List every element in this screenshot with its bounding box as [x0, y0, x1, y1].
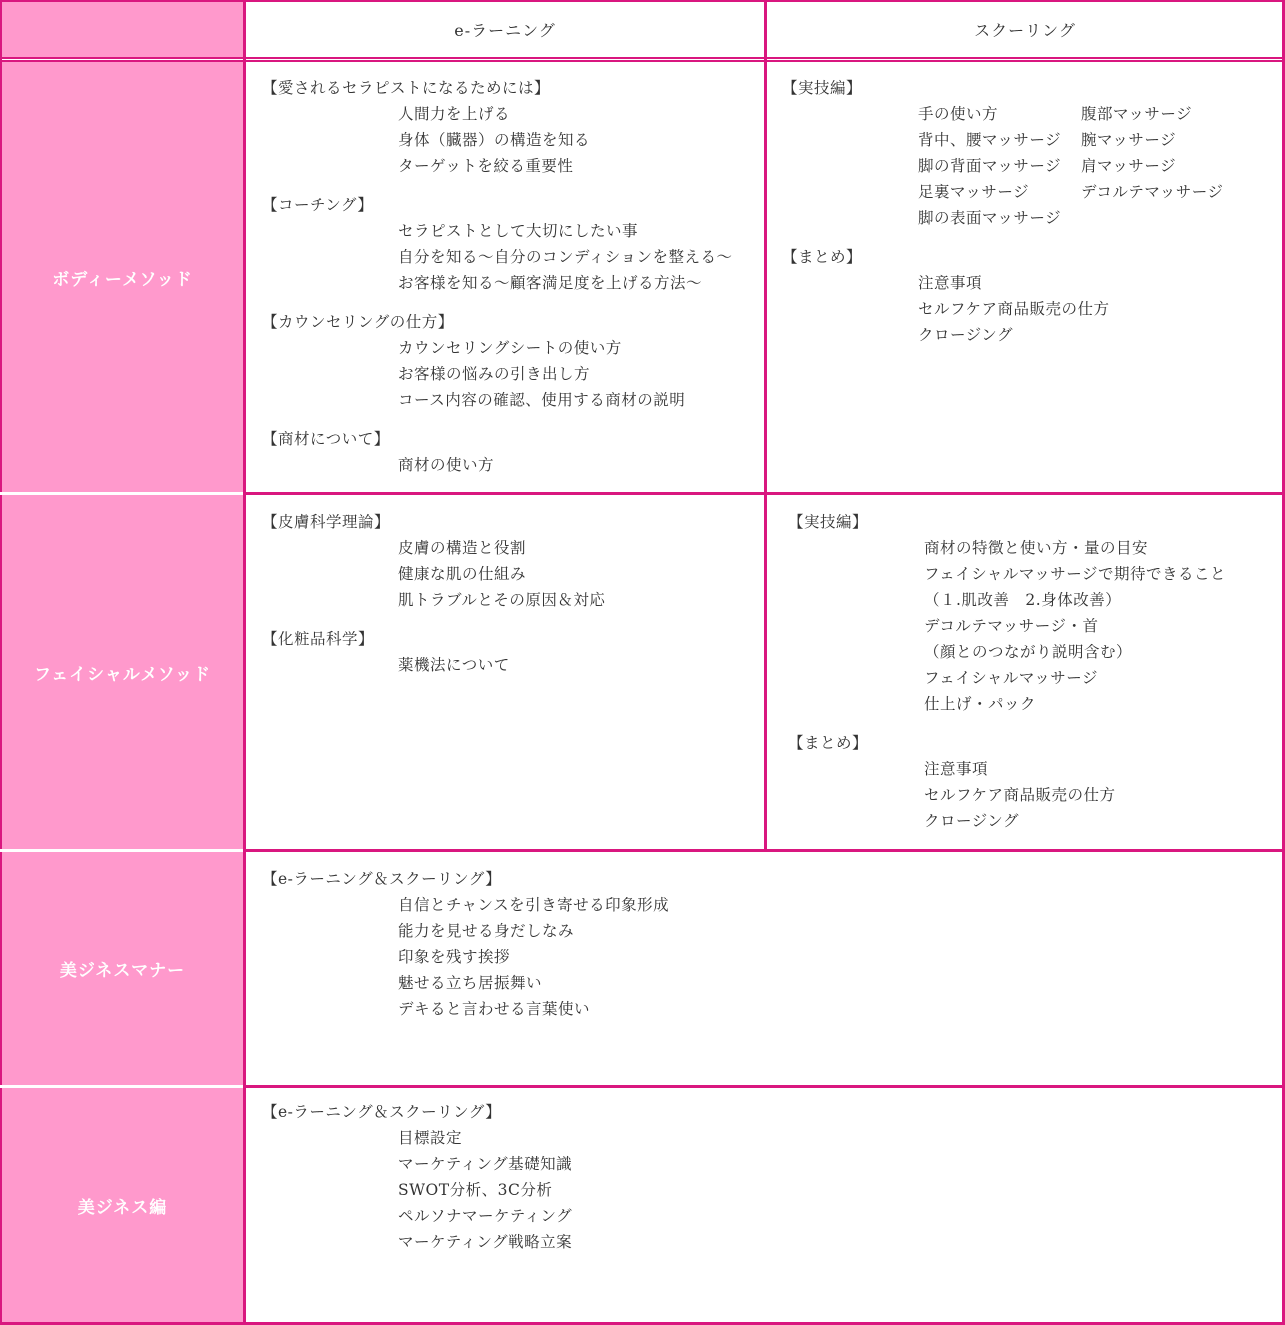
list-item: フェイシャルマッサージで期待できること — [924, 565, 1226, 583]
list-item: お客様の悩みの引き出し方 — [398, 365, 591, 383]
list-item: セルフケア商品販売の仕方 — [918, 300, 1110, 318]
body-elearning-cell — [262, 75, 762, 491]
list-item: デコルテマッサージ・首 — [924, 617, 1099, 635]
list-item: 手の使い方 — [918, 105, 999, 123]
list-item — [1081, 205, 1280, 231]
border-row-3 — [243, 1085, 1285, 1088]
list-item: 商材の特徴と使い方・量の目安 — [924, 539, 1149, 557]
section-heading: 【商材について】 — [262, 430, 390, 448]
border-row-1 — [243, 492, 1285, 495]
section-heading: 【まとめ】 — [782, 248, 863, 266]
section-heading: 【コーチング】 — [262, 196, 374, 214]
section-heading: 【カウンセリングの仕方】 — [262, 313, 454, 331]
row-header-business: 美ジネス編 — [2, 1088, 243, 1323]
list-item: 肩マッサージ — [1081, 157, 1177, 175]
list-item: 人間力を上げる — [398, 105, 511, 123]
rowhead-gap-3 — [0, 1085, 243, 1088]
list-item: クロージング — [924, 812, 1019, 830]
list-item: 仕上げ・パック — [924, 695, 1037, 713]
list-item: 注意事項 — [918, 274, 983, 292]
list-item: 腹部マッサージ — [1081, 105, 1193, 123]
facial-schooling-cell — [788, 509, 1280, 847]
border-header-bottom-1 — [0, 57, 1285, 59]
column-header-elearning: e-ラーニング — [454, 21, 556, 40]
list-item: 能力を見せる身だしなみ — [398, 922, 575, 940]
list-item: （顔とのつながり説明含む） — [924, 643, 1133, 661]
border-header-bottom-2 — [0, 60, 1285, 62]
row-header-business-manner: 美ジネスマナー — [2, 852, 243, 1085]
section-heading: 【実技編】 — [782, 79, 863, 97]
list-item: クロージング — [918, 326, 1013, 344]
list-item: 肌トラブルとその原因＆対応 — [398, 591, 606, 609]
list-item: セルフケア商品販売の仕方 — [924, 786, 1116, 804]
list-item: 印象を残す挨拶 — [398, 948, 511, 966]
list-item: フェイシャルマッサージ — [924, 669, 1098, 687]
corner-cell — [2, 2, 243, 57]
column-header-schooling: スクーリング — [974, 21, 1076, 40]
list-item: ペルソナマーケティング — [398, 1207, 573, 1225]
list-item: 健康な肌の仕組み — [398, 565, 527, 583]
list-item: 自分を知る～自分のコンディションを整える～ — [398, 248, 733, 266]
border-column-divider — [764, 0, 767, 852]
section-heading: 【まとめ】 — [788, 734, 869, 752]
list-item: 注意事項 — [924, 760, 989, 778]
section-heading: 【愛されるセラピストになるためには】 — [262, 79, 551, 97]
row-header-facial-method: フェイシャルメソッド — [2, 495, 243, 850]
list-item: （１.肌改善 2.身体改善） — [924, 591, 1122, 609]
border-left — [0, 0, 2, 1325]
list-item: 自信とチャンスを引き寄せる印象形成 — [398, 896, 670, 914]
rowhead-gap-1 — [0, 492, 243, 495]
list-item: 皮膚の構造と役割 — [398, 539, 527, 557]
section-heading: 【化粧品科学】 — [262, 630, 375, 648]
body-schooling-cell — [782, 75, 1280, 361]
row-header-body-method: ボディーメソッド — [2, 62, 243, 492]
list-item: ターゲットを絞る重要性 — [398, 157, 574, 175]
business-content-cell — [262, 1099, 1272, 1268]
list-item: 腕マッサージ — [1081, 131, 1177, 149]
list-item: マーケティング基礎知識 — [398, 1155, 573, 1173]
border-row-2 — [243, 849, 1285, 852]
border-rowhead-divider — [243, 0, 246, 1325]
list-item: 薬機法について — [398, 656, 510, 674]
list-item: 足裏マッサージ — [918, 183, 1030, 201]
list-item: お客様を知る～顧客満足度を上げる方法～ — [398, 274, 703, 292]
border-top — [0, 0, 1285, 2]
manner-content-cell — [262, 866, 1272, 1035]
section-heading: 【実技編】 — [788, 513, 869, 531]
list-item: 商材の使い方 — [398, 456, 495, 474]
list-item: コース内容の確認、使用する商材の説明 — [398, 391, 686, 409]
section-heading: 【e-ラーニング＆スクーリング】 — [262, 1103, 502, 1121]
rowhead-gap-2 — [0, 849, 243, 852]
list-item: 脚の表面マッサージ — [918, 209, 1062, 227]
list-item: 背中、腰マッサージ — [918, 131, 1062, 149]
list-item: マーケティング戦略立案 — [398, 1233, 573, 1251]
list-item: 身体（臓器）の構造を知る — [398, 131, 591, 149]
list-item: 目標設定 — [398, 1129, 463, 1147]
section-heading: 【皮膚科学理論】 — [262, 513, 391, 531]
list-item: 魅せる立ち居振舞い — [398, 974, 543, 992]
facial-elearning-cell — [262, 509, 762, 691]
list-item: デコルテマッサージ — [1081, 183, 1224, 201]
list-item: カウンセリングシートの使い方 — [398, 339, 622, 357]
list-item: セラピストとして大切にしたい事 — [398, 222, 639, 240]
list-item: デキると言わせる言葉使い — [398, 1000, 591, 1018]
list-item: 脚の背面マッサージ — [918, 157, 1062, 175]
list-item: SWOT分析、3C分析 — [398, 1181, 553, 1199]
section-heading: 【e-ラーニング＆スクーリング】 — [262, 870, 502, 888]
